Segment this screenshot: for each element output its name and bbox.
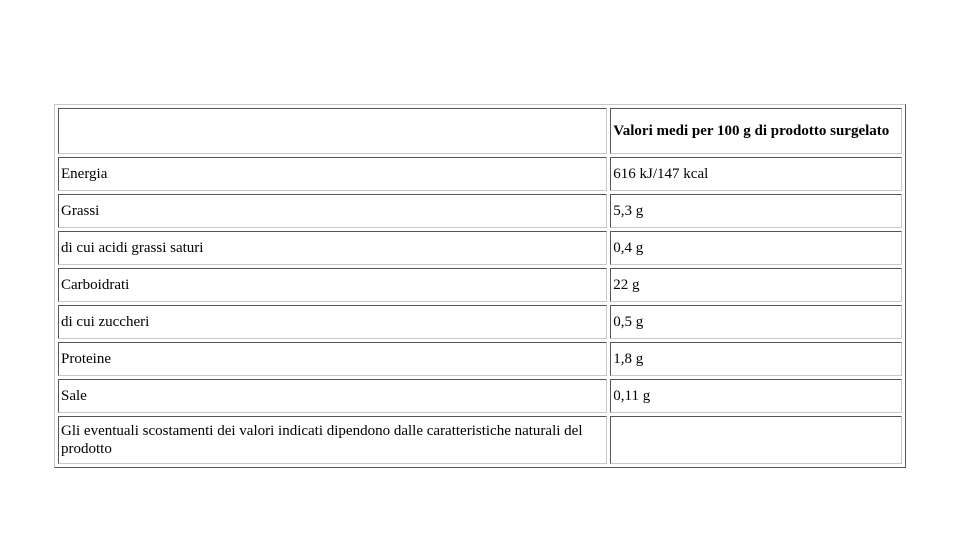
table-row — [58, 342, 902, 376]
row-value-note — [610, 416, 902, 464]
row-label-carboidrati: Carboidrati — [58, 268, 607, 302]
row-value-sale: 0,11 g — [610, 379, 902, 413]
table-row — [58, 305, 902, 339]
row-value-carboidrati: 22 g — [610, 268, 902, 302]
nutrition-table — [54, 104, 906, 468]
row-value-zuccheri: 0,5 g — [610, 305, 902, 339]
row-value-energia: 616 kJ/147 kcal — [610, 157, 902, 191]
row-value-grassi: 5,3 g — [610, 194, 902, 228]
table-row — [58, 379, 902, 413]
table-row — [58, 416, 902, 464]
table-row — [58, 231, 902, 265]
row-value-proteine: 1,8 g — [610, 342, 902, 376]
row-label-zuccheri: di cui zuccheri — [58, 305, 607, 339]
row-label-proteine: Proteine — [58, 342, 607, 376]
table-row — [58, 157, 902, 191]
table-header-row — [58, 108, 902, 154]
header-label-cell — [58, 108, 607, 154]
table-row — [58, 194, 902, 228]
row-value-saturi: 0,4 g — [610, 231, 902, 265]
row-label-note: Gli eventuali scostamenti dei valori indicati dipendono dalle caratteristiche naturali del prodotto — [58, 416, 607, 464]
header-value-cell: Valori medi per 100 g di prodotto surgelato — [610, 108, 902, 154]
row-label-energia: Energia — [58, 157, 607, 191]
row-label-grassi: Grassi — [58, 194, 607, 228]
table-row — [58, 268, 902, 302]
row-label-saturi: di cui acidi grassi saturi — [58, 231, 607, 265]
row-label-sale: Sale — [58, 379, 607, 413]
